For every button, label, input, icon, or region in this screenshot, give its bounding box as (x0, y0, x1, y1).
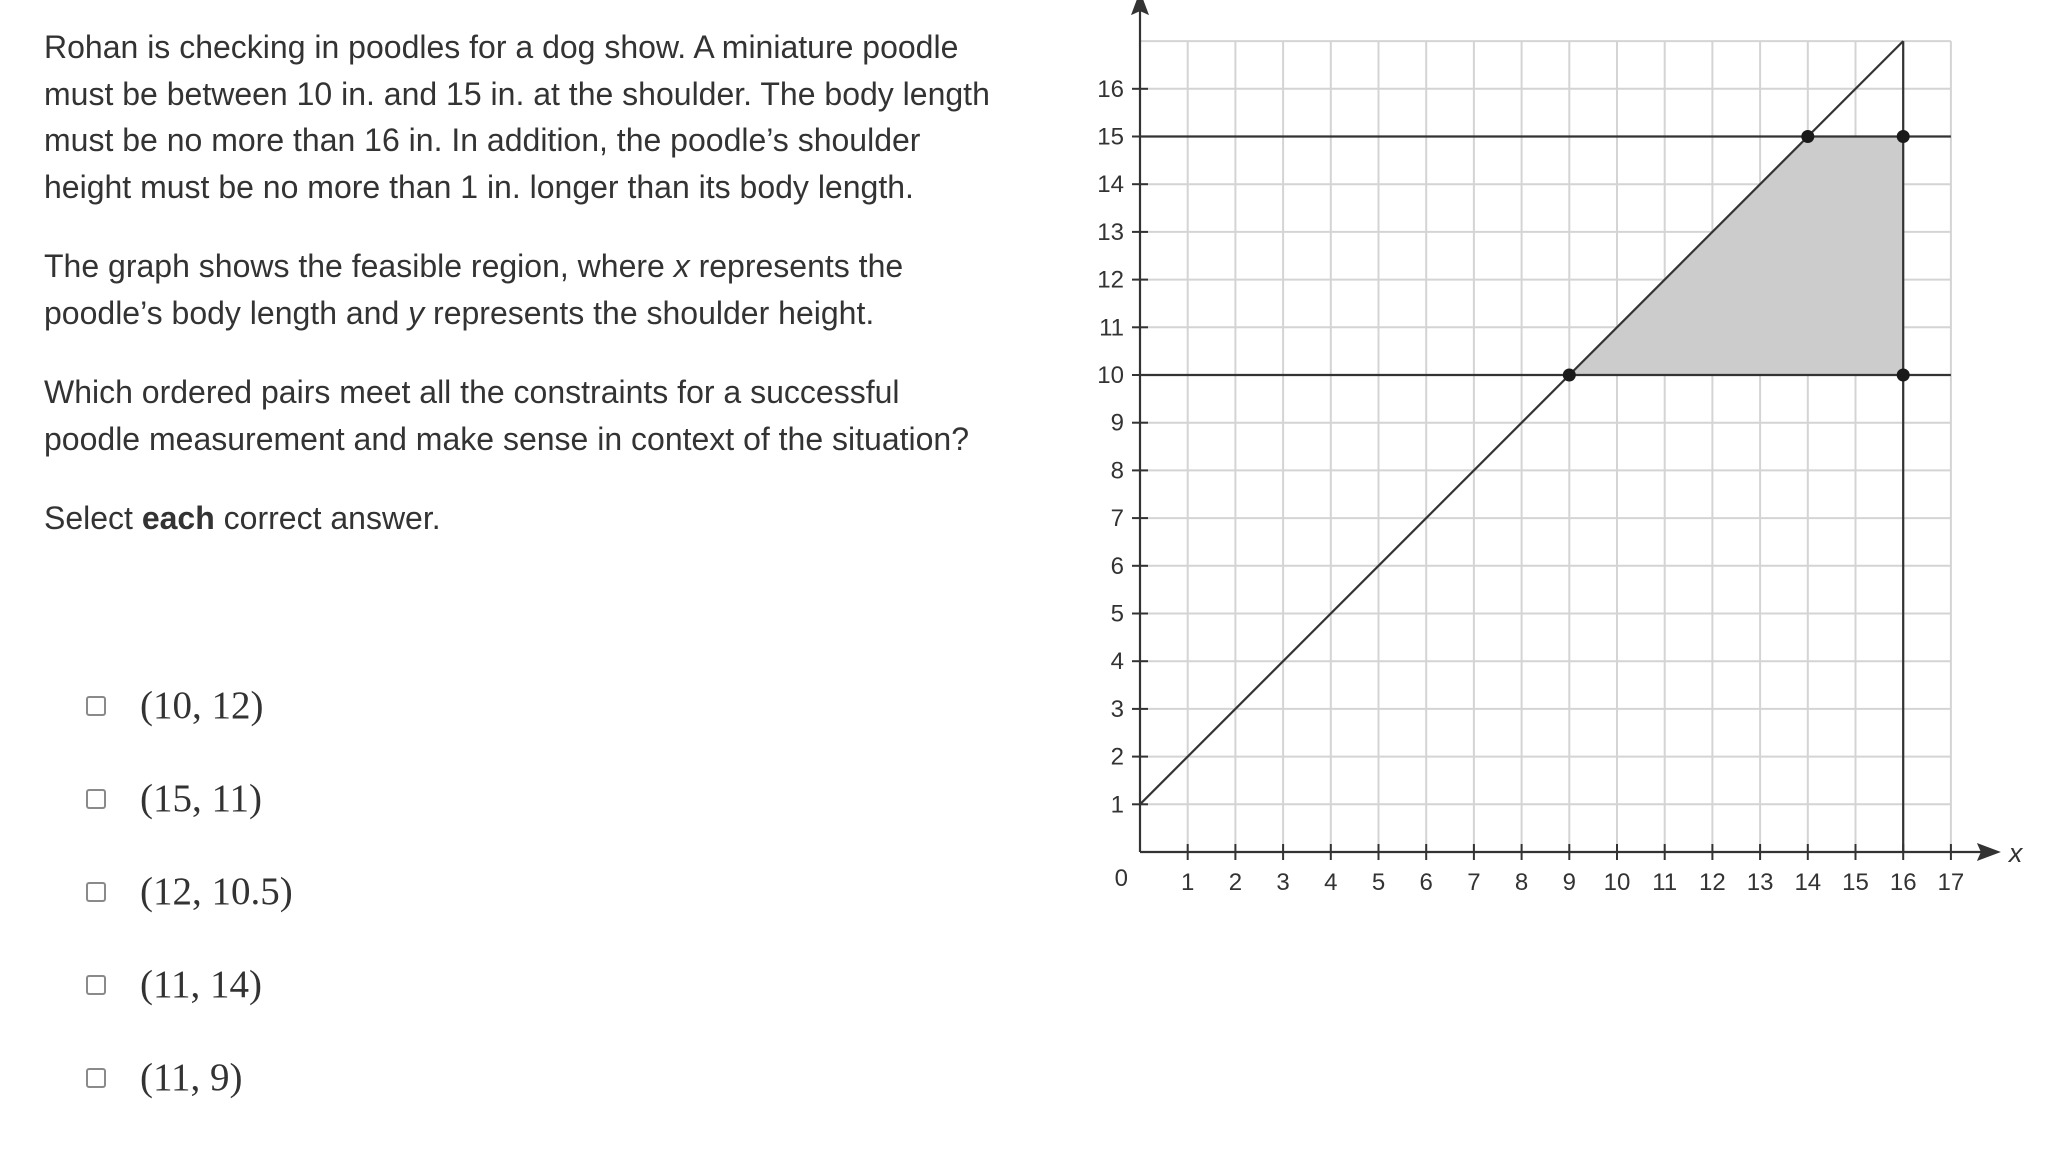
y-tick-label: 11 (1099, 314, 1124, 342)
instruction-text-b: correct answer. (214, 500, 441, 536)
variable-y: y (408, 294, 425, 331)
y-tick-label: 4 (1110, 648, 1124, 676)
answer-choice-label: (15, 11) (140, 777, 263, 820)
answer-choice[interactable] (86, 959, 293, 1052)
checkbox[interactable] (86, 975, 106, 995)
checkbox[interactable] (86, 789, 106, 809)
x-tick-label: 11 (1652, 869, 1678, 896)
x-axis-label: x (2008, 838, 2023, 868)
feasible-region (1569, 137, 1903, 376)
x-tick-label: 6 (1419, 869, 1433, 896)
instruction-bold: each (141, 500, 215, 536)
answer-choice[interactable] (86, 773, 293, 866)
y-tick-label: 5 (1110, 600, 1124, 628)
y-tick-label: 10 (1097, 362, 1124, 389)
x-tick-label: 13 (1746, 869, 1774, 896)
y-tick-label: 3 (1110, 695, 1124, 723)
x-tick-label: 10 (1603, 869, 1631, 896)
variable-x: x (673, 248, 690, 284)
x-tick-label: 4 (1324, 869, 1338, 896)
y-tick-label: 16 (1097, 75, 1124, 103)
answer-choice-label: (12, 10.5) (140, 870, 293, 913)
x-tick-label: 1 (1181, 869, 1195, 896)
y-tick-label: 2 (1110, 743, 1124, 771)
x-tick-label: 5 (1371, 869, 1386, 896)
answer-choice-label: (11, 9) (140, 1056, 243, 1099)
vertex-point (1897, 130, 1910, 143)
answer-choice-label: (11, 14) (140, 963, 263, 1006)
x-tick-label: 15 (1842, 869, 1869, 896)
question-panel (44, 24, 1004, 542)
question-paragraph-1: Rohan is checking in poodles for a dog show. A miniature poodle must be between 10 in. and 15 in. at the shoulder. The body length must be no more than 16 in. In addition, the poodle’s shoulder height must be no more than 1 in. longer than its body length. (44, 29, 990, 205)
y-tick-label: 14 (1097, 171, 1124, 199)
vertex-point (1801, 130, 1814, 143)
answer-choice[interactable] (86, 1052, 293, 1145)
question-paragraph-3: Which ordered pairs meet all the constraints for a successful poodle measurement and make sense in context of the situation? (44, 374, 970, 457)
axes (1131, 0, 2001, 861)
answer-choice-label: (10, 12) (140, 684, 264, 727)
x-tick-label: 16 (1889, 869, 1917, 896)
answer-choice[interactable] (86, 680, 293, 773)
feasible-region-graph (1060, 0, 2040, 900)
x-tick-label: 12 (1699, 869, 1726, 896)
question-paragraph-2-text-b: represents the poodle’s body length and (44, 248, 904, 331)
question-paragraph-2 (44, 243, 1004, 336)
instruction-text-a: Select (44, 500, 142, 536)
y-tick-label: 15 (1097, 123, 1124, 151)
answer-choice[interactable] (86, 866, 293, 959)
question-paragraph-2-text-c: represents the shoulder height. (424, 294, 875, 331)
vertex-point (1563, 369, 1576, 382)
y-tick-label: 13 (1097, 218, 1124, 246)
x-tick-label: 3 (1276, 869, 1290, 896)
y-tick-label: 7 (1110, 505, 1124, 533)
vertex-point (1897, 369, 1910, 382)
x-tick-label: 9 (1562, 869, 1576, 896)
x-tick-label: 17 (1937, 869, 1965, 896)
instruction (44, 495, 1004, 542)
y-tick-label: 9 (1110, 409, 1124, 437)
x-tick-label: 2 (1228, 869, 1243, 896)
y-tick-label: 1 (1110, 791, 1124, 819)
y-tick-label: 6 (1110, 552, 1124, 580)
x-tick-label: 8 (1514, 869, 1529, 896)
x-tick-label: 14 (1794, 869, 1822, 896)
checkbox[interactable] (86, 696, 106, 716)
origin-label: 0 (1114, 865, 1128, 892)
y-tick-label: 12 (1097, 266, 1124, 294)
checkbox[interactable] (86, 882, 106, 902)
y-tick-label: 8 (1110, 457, 1124, 485)
x-tick-label: 7 (1467, 869, 1481, 896)
answer-choices (86, 680, 293, 1145)
checkbox[interactable] (86, 1068, 106, 1088)
question-paragraph-2-text-a: The graph shows the feasible region, where (44, 248, 674, 284)
